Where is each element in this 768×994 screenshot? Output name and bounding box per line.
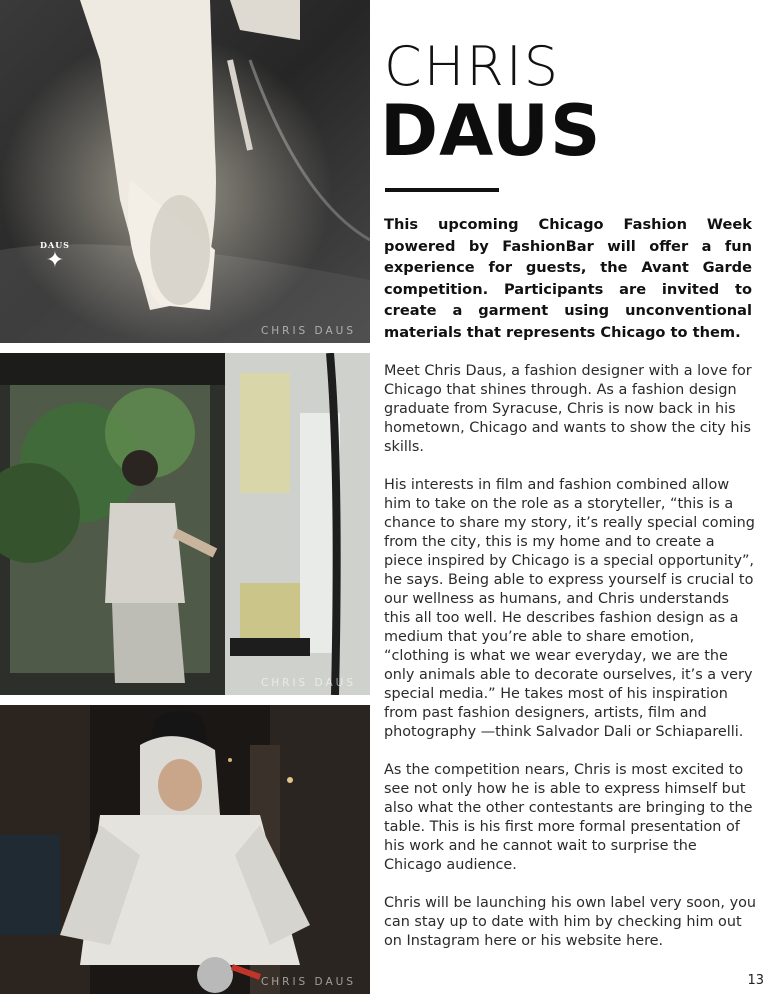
photo-designer-studio-image xyxy=(0,353,370,695)
photo-runway-walk xyxy=(0,0,370,343)
article-paragraph: Chris will be launching his own label very soon, you can stay up to date with him by checking him out on Instagram here or his website here. xyxy=(384,895,757,949)
title-divider xyxy=(385,188,499,192)
photo-runway-walk-image xyxy=(0,0,370,343)
photo-designer-studio xyxy=(0,353,370,695)
article-title-first-name: CHRIS xyxy=(384,35,561,98)
designer-logo xyxy=(38,240,72,272)
photo-credit: CHRIS DAUS xyxy=(260,976,356,988)
article-body xyxy=(384,362,756,970)
photo-portrait-hoodie xyxy=(0,705,370,994)
page-number: 13 xyxy=(747,973,764,988)
photo-credit: CHRIS DAUS xyxy=(260,325,356,337)
article-lead: This upcoming Chicago Fashion Week powered by FashionBar will offer a fun experience for guests, the Avant Garde competition. Participants are invited to create a garment using unconventional materials that represents Chicago to them. xyxy=(384,216,752,341)
sparkle-icon: ✦ xyxy=(45,248,65,273)
article-title-last-name: DAUS xyxy=(380,90,602,172)
article-paragraph: As the competition nears, Chris is most excited to see not only how he is able to express himself but also what the other contestants are bringing to the table. This is his first more formal presentation of his work and he cannot wait to surprise the Chicago audience. xyxy=(384,762,753,873)
article-paragraph: His interests in film and fashion combined allow him to take on the role as a storyteller, “this is a chance to share my story, it’s really special coming from the city, this is my home and to create a piece inspired by Chicago is a special opportunity”, he says. Being able to express yourself is crucial to our wellness as humans, and Chris understands this all too well. He describes fashion design as a medium that you’re able to share emotion, “clothing is what we wear everyday, we are the only animals able to decorate ourselves, it’s a very special media.” He takes most of his inspiration from past fashion designers, artists, film and photography —think Salvador Dali or Schiaparelli. xyxy=(384,477,755,740)
photo-credit: CHRIS DAUS xyxy=(260,677,356,689)
designer-logo-text: DAUS xyxy=(40,240,70,250)
article-paragraph: Meet Chris Daus, a fashion designer with a love for Chicago that shines through. As a fashion design graduate from Syracuse, Chris is now back in his hometown, Chicago and wants to show the city his skills. xyxy=(384,363,752,455)
photo-portrait-hoodie-image xyxy=(0,705,370,994)
